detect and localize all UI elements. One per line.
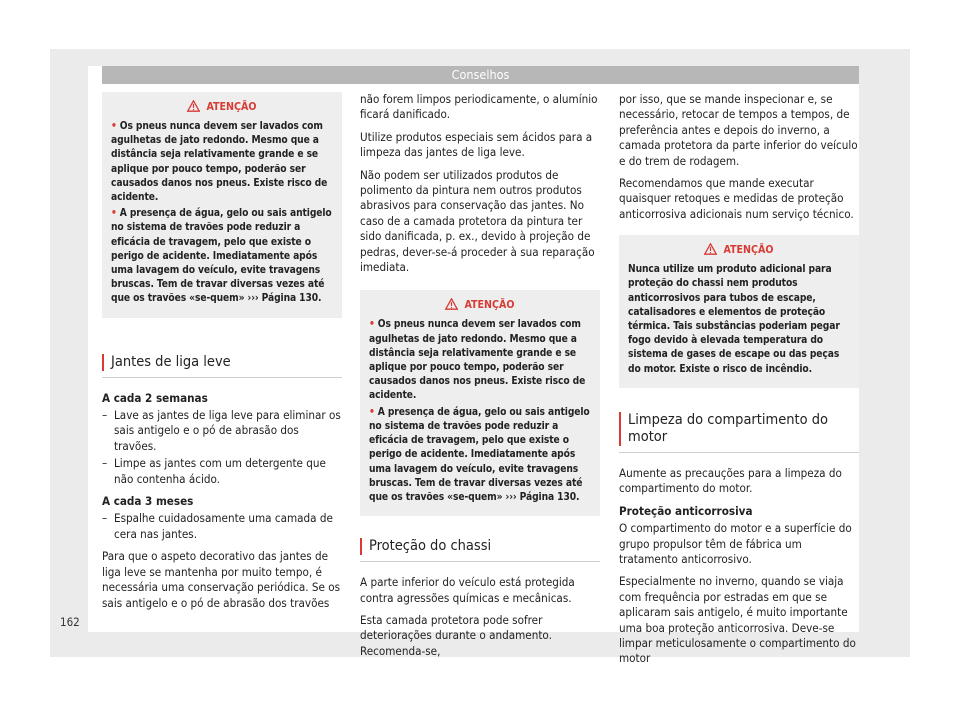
section-header: Conselhos	[102, 66, 859, 84]
warning-triangle-icon	[445, 298, 458, 315]
list-item: – Espalhe cuidadosamente uma camada de cera nas jantes.	[102, 511, 333, 541]
warning-title: ATENÇÃO	[723, 244, 774, 257]
section-heading: Limpeza do compartimento do motor	[619, 412, 859, 446]
paragraph: Especialmente no inverno, quando se viaja com frequência por estradas em que se aplicaram sais antigelo, é muito importante uma boa proteção anticorrosiva. Deve-se limpar meticulosamente o compartimento do motor	[619, 574, 856, 666]
paragraph: Aumente as precauções para a limpeza do compartimento do motor.	[619, 465, 842, 496]
paragraph: Para que o aspeto decorativo das jantes de liga leve se mantenha por muito tempo, é necessária uma conservação periódica. Se os sais antigelo e o pó de abrasão dos travões	[102, 549, 341, 610]
list-item: – Limpe as jantes com um detergente que não contenha ácido.	[102, 456, 326, 486]
paragraph: A parte inferior do veículo está protegida contra agressões químicas e mecânicas.	[360, 575, 575, 605]
bullet-icon: •	[369, 319, 375, 331]
paragraph: Esta camada protetora pode sofrer deteriorações durante o andamento. Recomenda-se,	[360, 612, 552, 658]
warning-item: Os pneus nunca devem ser lavados com agulhetas de jato redondo. Mesmo que a distância seja relativamente grande e se aplique por pouco tempo, poderão ser causados danos nos pneus. Existe risco de acidente.	[111, 121, 328, 204]
warning-box	[619, 235, 859, 388]
warning-triangle-icon	[704, 243, 717, 260]
warning-title: ATENÇÃO	[464, 299, 515, 312]
paragraph: O compartimento do motor e a superfície do grupo propulsor têm de fábrica um tratamento anticorrosivo.	[619, 521, 852, 566]
subheading: A cada 2 semanas	[102, 390, 208, 405]
list-item: – Lave as jantes de liga leve para eliminar os sais antigelo e o pó de abrasão dos travões.	[102, 408, 341, 453]
subheading: Proteção anticorrosiva	[619, 503, 753, 518]
warning-triangle-icon	[187, 100, 200, 117]
warning-box	[102, 92, 342, 318]
paragraph: Recomendamos que mande executar quaisquer retoques e medidas de proteção anticorrosiva adicionais num serviço técnico.	[619, 176, 854, 221]
paragraph: Utilize produtos especiais sem ácidos para a limpeza das jantes de liga leve.	[360, 129, 593, 160]
paragraph: não forem limpos periodicamente, o alumínio ficará danificado.	[360, 92, 598, 122]
warning-item: A presença de água, gelo ou sais antigelo no sistema de travões pode reduzir a eficácia de travagem, pelo que existe o perigo de acidente. Imediatamente após uma lavagem do veículo, evite travagens bruscas. Tem de travar diversas vezes até que os travões «se-quem» ››› Página 130.	[111, 208, 332, 305]
warning-title: ATENÇÃO	[206, 101, 257, 113]
warning-box	[360, 290, 600, 516]
column-2	[360, 92, 600, 666]
section-heading: Jantes de liga leve	[102, 354, 342, 371]
paragraph: Não podem ser utilizados produtos de polimento da pintura nem outros produtos abrasivos para conservação das jantes. No caso de a camada protetora da pintura ter sido danificada, p. ex., devido à projeção de pedras, dever-se-á proceder à sua reparação imediata.	[360, 167, 595, 275]
page-number: 162	[60, 615, 80, 629]
subheading: A cada 3 meses	[102, 494, 194, 509]
paragraph: por isso, que se mande inspecionar e, se necessário, retocar de tempos a tempos, de preferência antes e depois do inverno, a camada protetora da parte inferior do veículo e do trem de rodagem.	[619, 92, 858, 168]
section-heading: Proteção do chassi	[360, 538, 600, 555]
bullet-icon: •	[369, 406, 375, 418]
bullet-icon: •	[111, 208, 117, 220]
column-1	[102, 92, 342, 618]
warning-item: Os pneus nunca devem ser lavados com agulhetas de jato redondo. Mesmo que a distância seja relativamente grande e se aplique por pouco tempo, poderão ser causados danos nos pneus. Existe risco de acidente.	[369, 319, 586, 402]
warning-item: A presença de água, gelo ou sais antigelo no sistema de travões pode reduzir a eficácia de travagem, pelo que existe o perigo de acidente. Imediatamente após uma lavagem do veículo, evite travagens bruscas. Tem de travar diversas vezes até que os travões «se-quem» ››› Página 130.	[369, 406, 590, 503]
warning-text: Nunca utilize um produto adicional para proteção do chassi nem produtos anticorrosivos para tubos de escape, catalisadores e elementos de proteção térmica. Tais substâncias poderiam pegar fogo devido à elevada temperatura do sistema de gases de escape ou das peças do motor. Existe o risco de incêndio.	[628, 264, 840, 375]
bullet-icon: •	[111, 121, 117, 132]
column-3	[619, 92, 859, 674]
